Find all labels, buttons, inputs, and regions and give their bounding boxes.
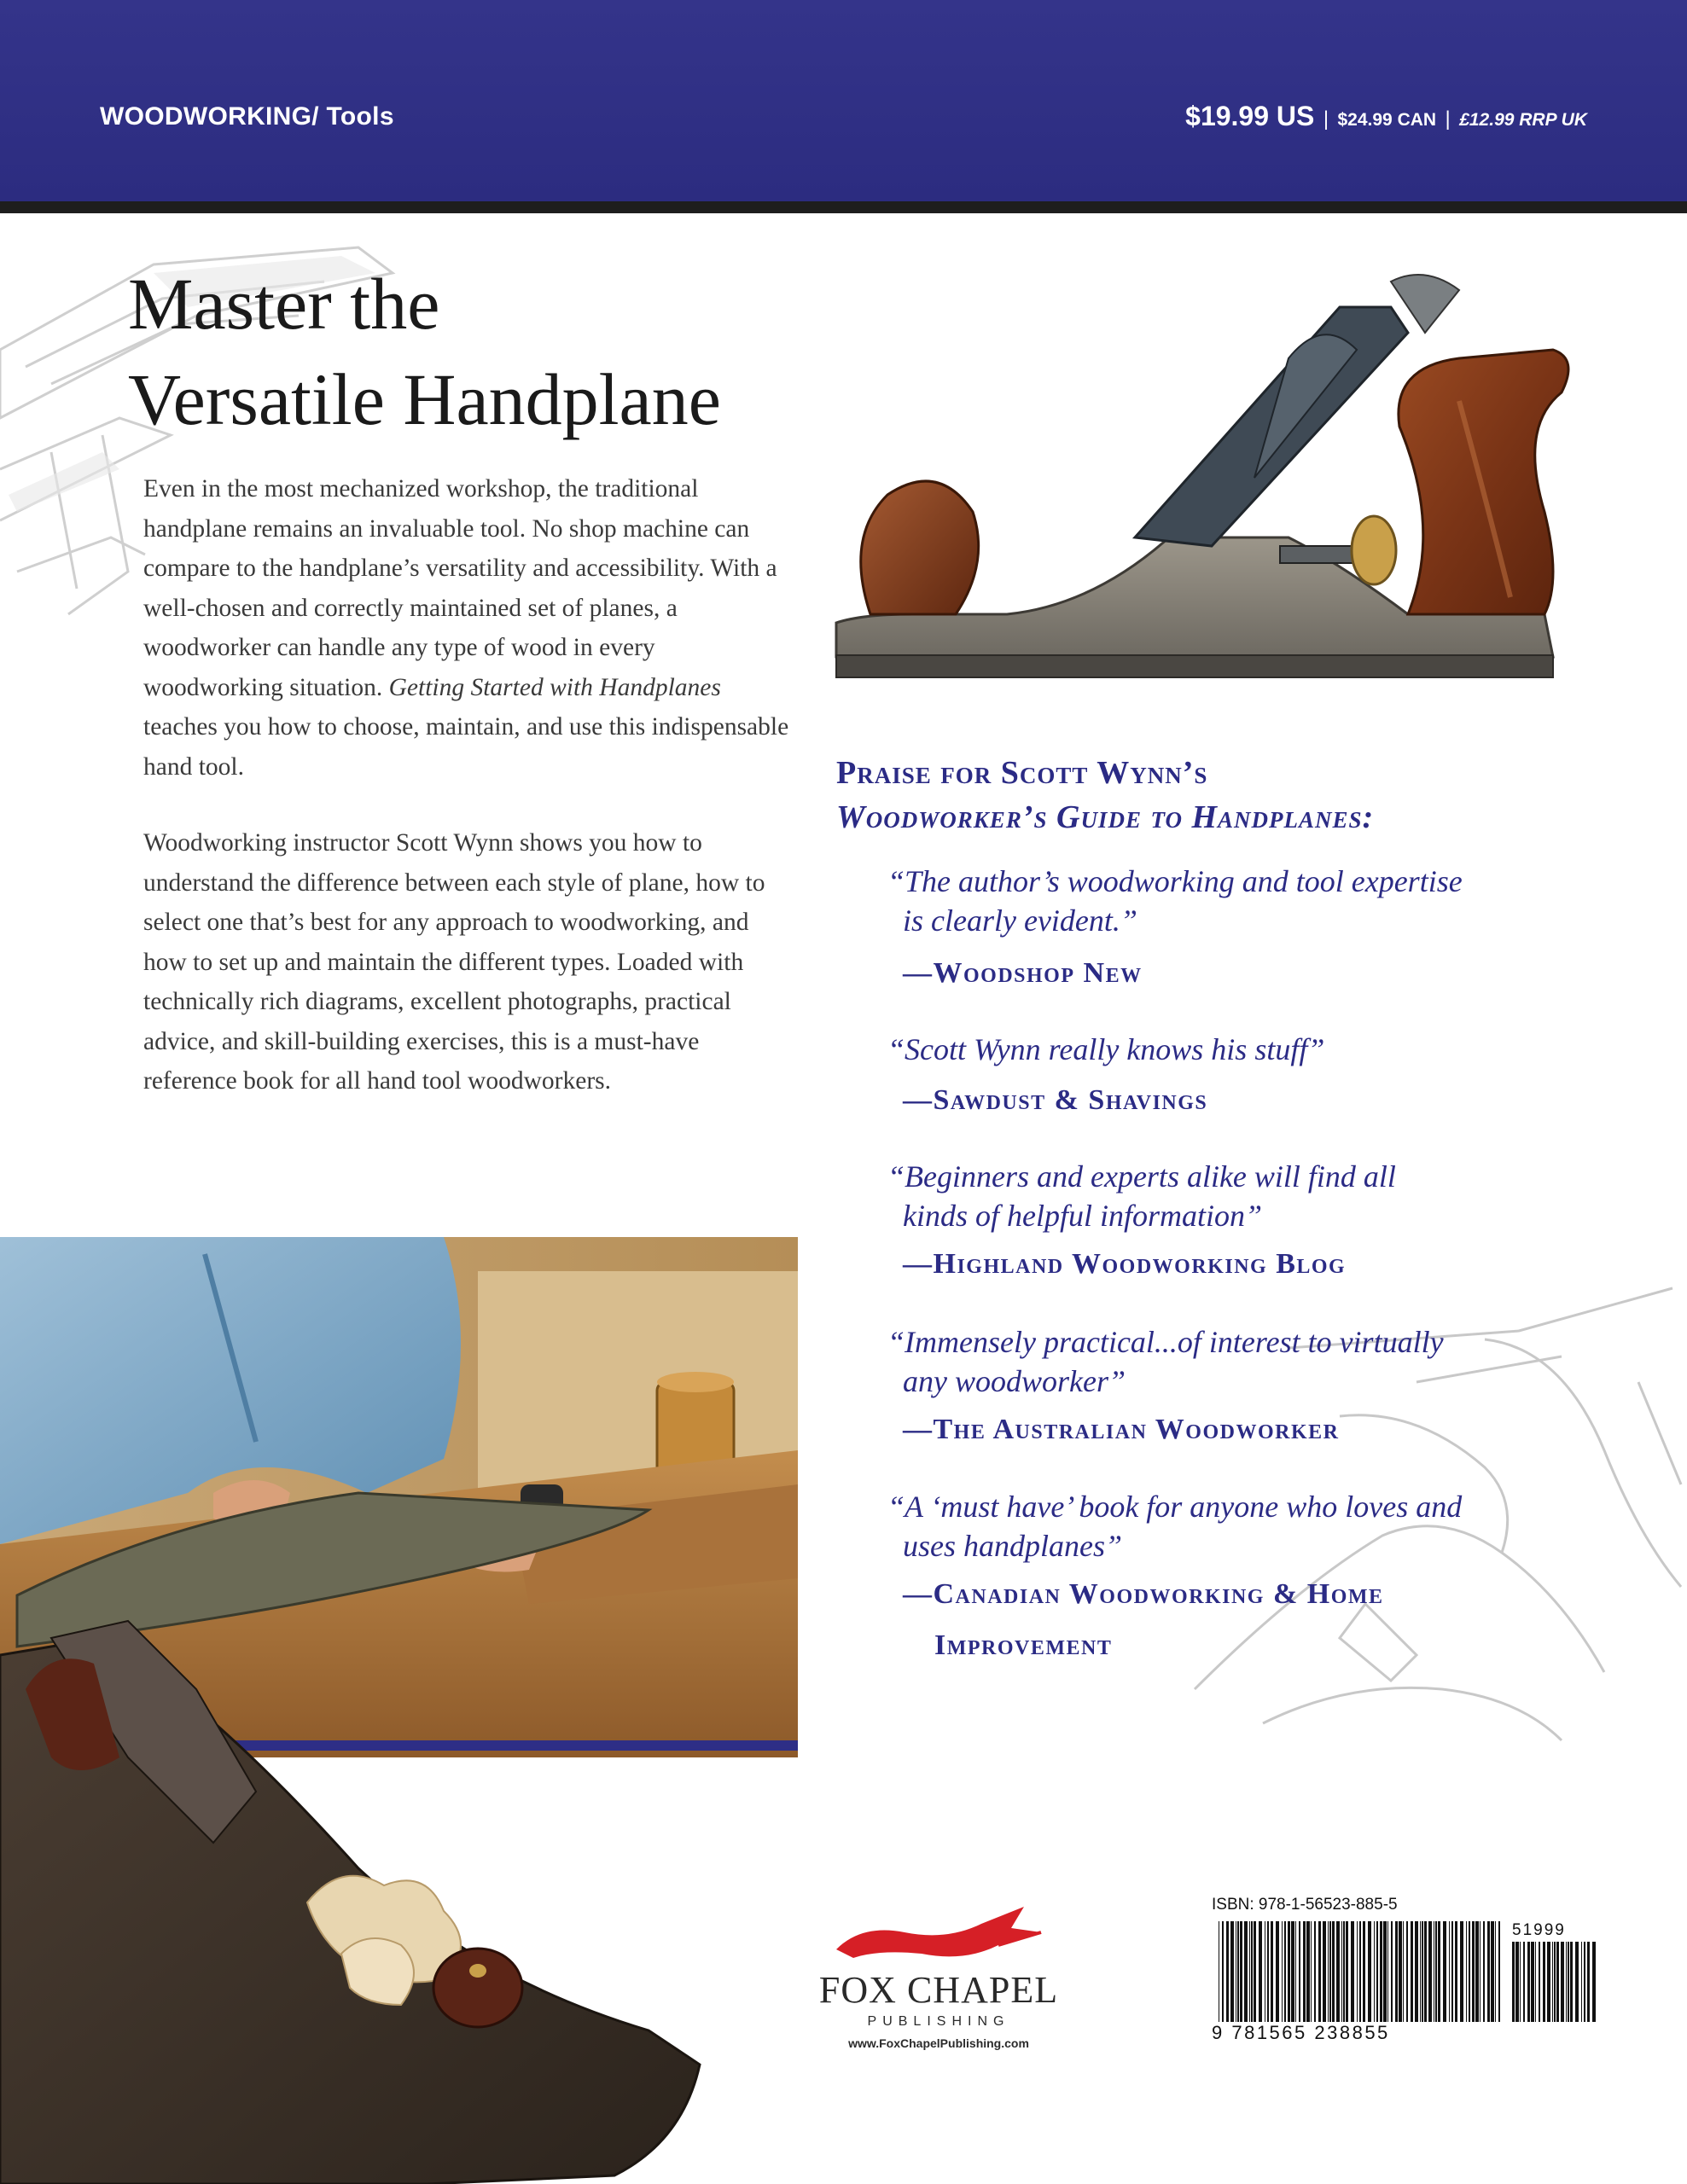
handplane-illustration <box>811 256 1579 717</box>
publisher-url: www.FoxChapelPublishing.com <box>848 2036 1029 2050</box>
description-paragraph-1 <box>143 469 792 787</box>
isbn-barcode <box>1212 1896 1596 2049</box>
quote-source: —Canadian Woodworking & Home <box>903 1578 1384 1610</box>
quote-source: —Highland Woodworking Blog <box>903 1248 1347 1280</box>
praise-quote <box>887 1322 1655 1401</box>
category-label: WOODWORKING/ Tools <box>100 102 394 131</box>
price-can: $24.99 CAN <box>1337 110 1437 130</box>
jack-plane-photo <box>0 1587 751 2184</box>
price-separator: | <box>1323 107 1329 131</box>
barcode-addon-icon <box>1512 1942 1596 2022</box>
price-separator: | <box>1445 107 1451 131</box>
description-paragraph-2: Woodworking instructor Scott Wynn shows you how to understand the difference between each style of plane, how to select one that’s best for any approach to woodworking, and how to set up and maintain the different types. Loaded with technically rich diagrams, excellent photographs, practical advice, and skill-building exercises, this is a must-have reference book for all hand tool woodworkers. <box>143 829 765 1095</box>
quote-line: “Immensely practical...of interest to virtually <box>887 1325 1444 1359</box>
quote-line: is clearly evident.” <box>903 903 1137 938</box>
price-line <box>1185 101 1587 132</box>
price-code: 51999 <box>1512 1921 1566 1939</box>
quote-line: “A ‘must have’ book for anyone who loves and <box>887 1490 1463 1524</box>
price-uk: £12.99 RRP UK <box>1459 110 1587 130</box>
quote-line: uses handplanes” <box>903 1529 1123 1563</box>
isbn-digits: 9 781565 238855 <box>1212 2022 1390 2043</box>
quote-source: —Sawdust & Shavings <box>903 1084 1208 1116</box>
quote-line: kinds of helpful information” <box>903 1199 1263 1233</box>
praise-quote <box>887 1157 1655 1235</box>
praise-heading <box>836 751 1655 839</box>
publisher-subtitle: PUBLISHING <box>867 2014 1010 2029</box>
description-text: Even in the most mechanized workshop, the traditional handplane remains an invaluable tool. No shop machine can compare to the handplane’s versatility and accessibility. With a well-chosen and correctly maintained set of planes, a woodworker can handle any type of wood in every woodworking situation. <box>143 475 777 701</box>
description-text: teaches you how to choose, maintain, and use this indispensable hand tool. <box>143 713 789 781</box>
quote-source: —The Australian Woodworker <box>903 1414 1340 1445</box>
praise-quote <box>887 862 1655 940</box>
praise-quote <box>887 1030 1655 1069</box>
praise-heading-line1: Praise for Scott Wynn’s <box>836 755 1208 791</box>
quote-source: —Woodshop New <box>903 957 1143 989</box>
quote-source-continued: Improvement <box>934 1629 1113 1661</box>
book-title-inline: Getting Started with Handplanes <box>388 673 721 701</box>
publisher-name: FOX CHAPEL <box>818 1969 1059 2011</box>
praise-quote <box>887 1487 1655 1565</box>
quote-line: “Scott Wynn really knows his stuff” <box>887 1032 1325 1066</box>
praise-heading-line2: Woodworker’s Guide to Handplanes: <box>836 799 1375 835</box>
headline-line2: Versatile Handplane <box>128 358 721 440</box>
isbn-label: ISBN: 978-1-56523-885-5 <box>1212 1896 1398 1914</box>
fox-icon <box>828 1898 1050 1966</box>
price-us: $19.99 US <box>1185 101 1315 131</box>
headline-line1: Master the <box>128 263 440 345</box>
quote-line: “The author’s woodworking and tool expertise <box>887 864 1463 898</box>
headline <box>128 256 896 447</box>
quote-line: any woodworker” <box>903 1364 1126 1398</box>
barcode-main-icon <box>1219 1921 1500 2022</box>
quote-line: “Beginners and experts alike will find all <box>887 1159 1396 1194</box>
header-rule <box>0 201 1687 213</box>
publisher-logo <box>794 1890 1084 2060</box>
